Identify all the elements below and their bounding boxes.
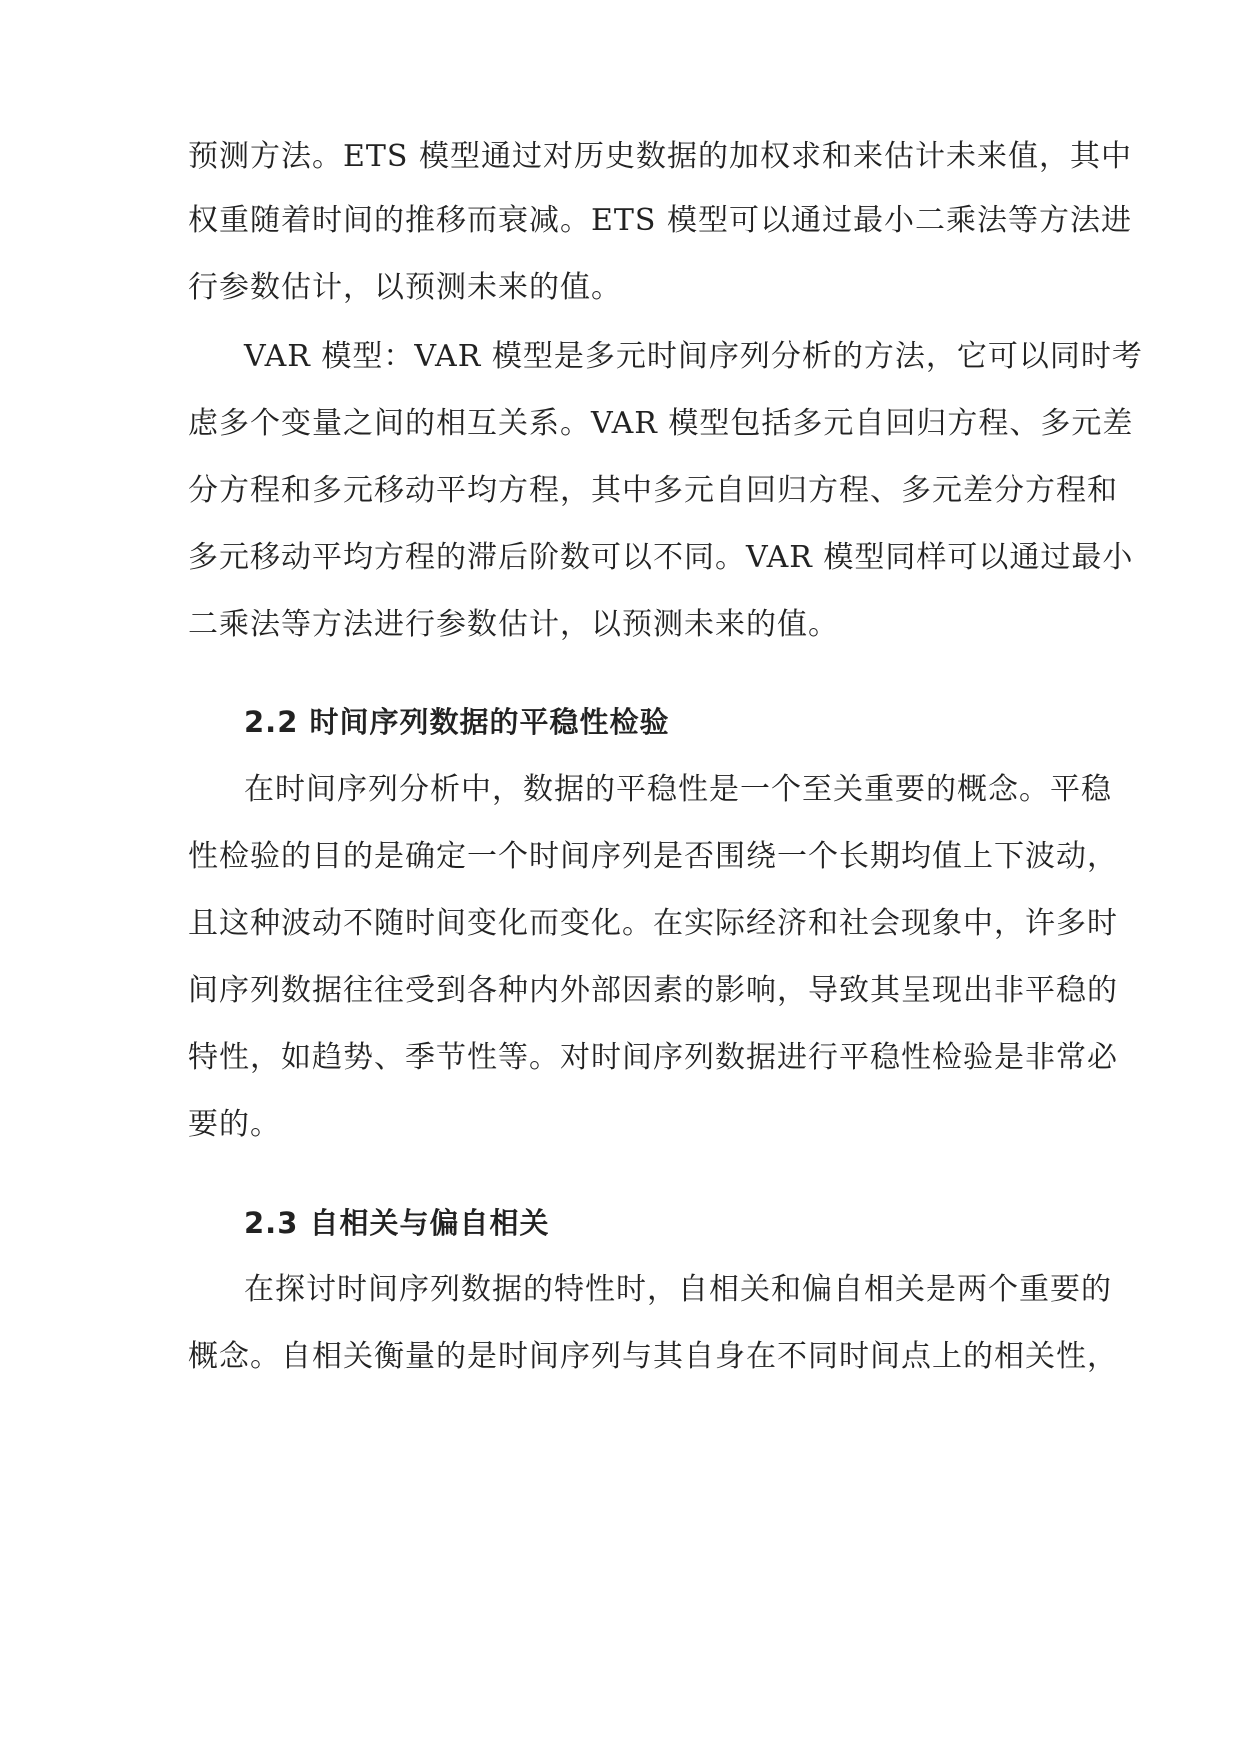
paragraph-line: 虑多个变量之间的相互关系。VAR 模型包括多元自回归方程、多元差 [188,406,1134,441]
paragraph-line: 特性，如趋势、季节性等。对时间序列数据进行平稳性检验是非常必 [188,1040,1118,1075]
paragraph-line: 在时间序列分析中，数据的平稳性是一个至关重要的概念。平稳 [244,772,1112,807]
paragraph-line: 在探讨时间序列数据的特性时，自相关和偏自相关是两个重要的 [244,1272,1112,1307]
paragraph-line: 多元移动平均方程的滞后阶数可以不同。VAR 模型同样可以通过最小 [188,540,1134,575]
section-heading-2-2: 2.2 时间序列数据的平稳性检验 [244,705,670,739]
paragraph-line: 行参数估计，以预测未来的值。 [188,270,622,305]
paragraph-line: 性检验的目的是确定一个时间序列是否围绕一个长期均值上下波动， [188,839,1118,874]
paragraph-line: 概念。自相关衡量的是时间序列与其自身在不同时间点上的相关性， [188,1339,1118,1374]
paragraph-line: VAR 模型：VAR 模型是多元时间序列分析的方法，它可以同时考 [244,339,1143,374]
section-heading-2-3: 2.3 自相关与偏自相关 [244,1206,550,1240]
paragraph-line: 且这种波动不随时间变化而变化。在实际经济和社会现象中，许多时 [188,906,1118,941]
paragraph-line: 分方程和多元移动平均方程，其中多元自回归方程、多元差分方程和 [188,473,1118,508]
paragraph-line: 权重随着时间的推移而衰减。ETS 模型可以通过最小二乘法等方法进 [188,203,1132,238]
paragraph-line: 间序列数据往往受到各种内外部因素的影响，导致其呈现出非平稳的 [188,973,1118,1008]
paragraph-line: 预测方法。ETS 模型通过对历史数据的加权求和来估计未来值，其中 [188,139,1132,174]
paragraph-line: 二乘法等方法进行参数估计，以预测未来的值。 [188,607,839,642]
paragraph-line: 要的。 [188,1107,281,1142]
